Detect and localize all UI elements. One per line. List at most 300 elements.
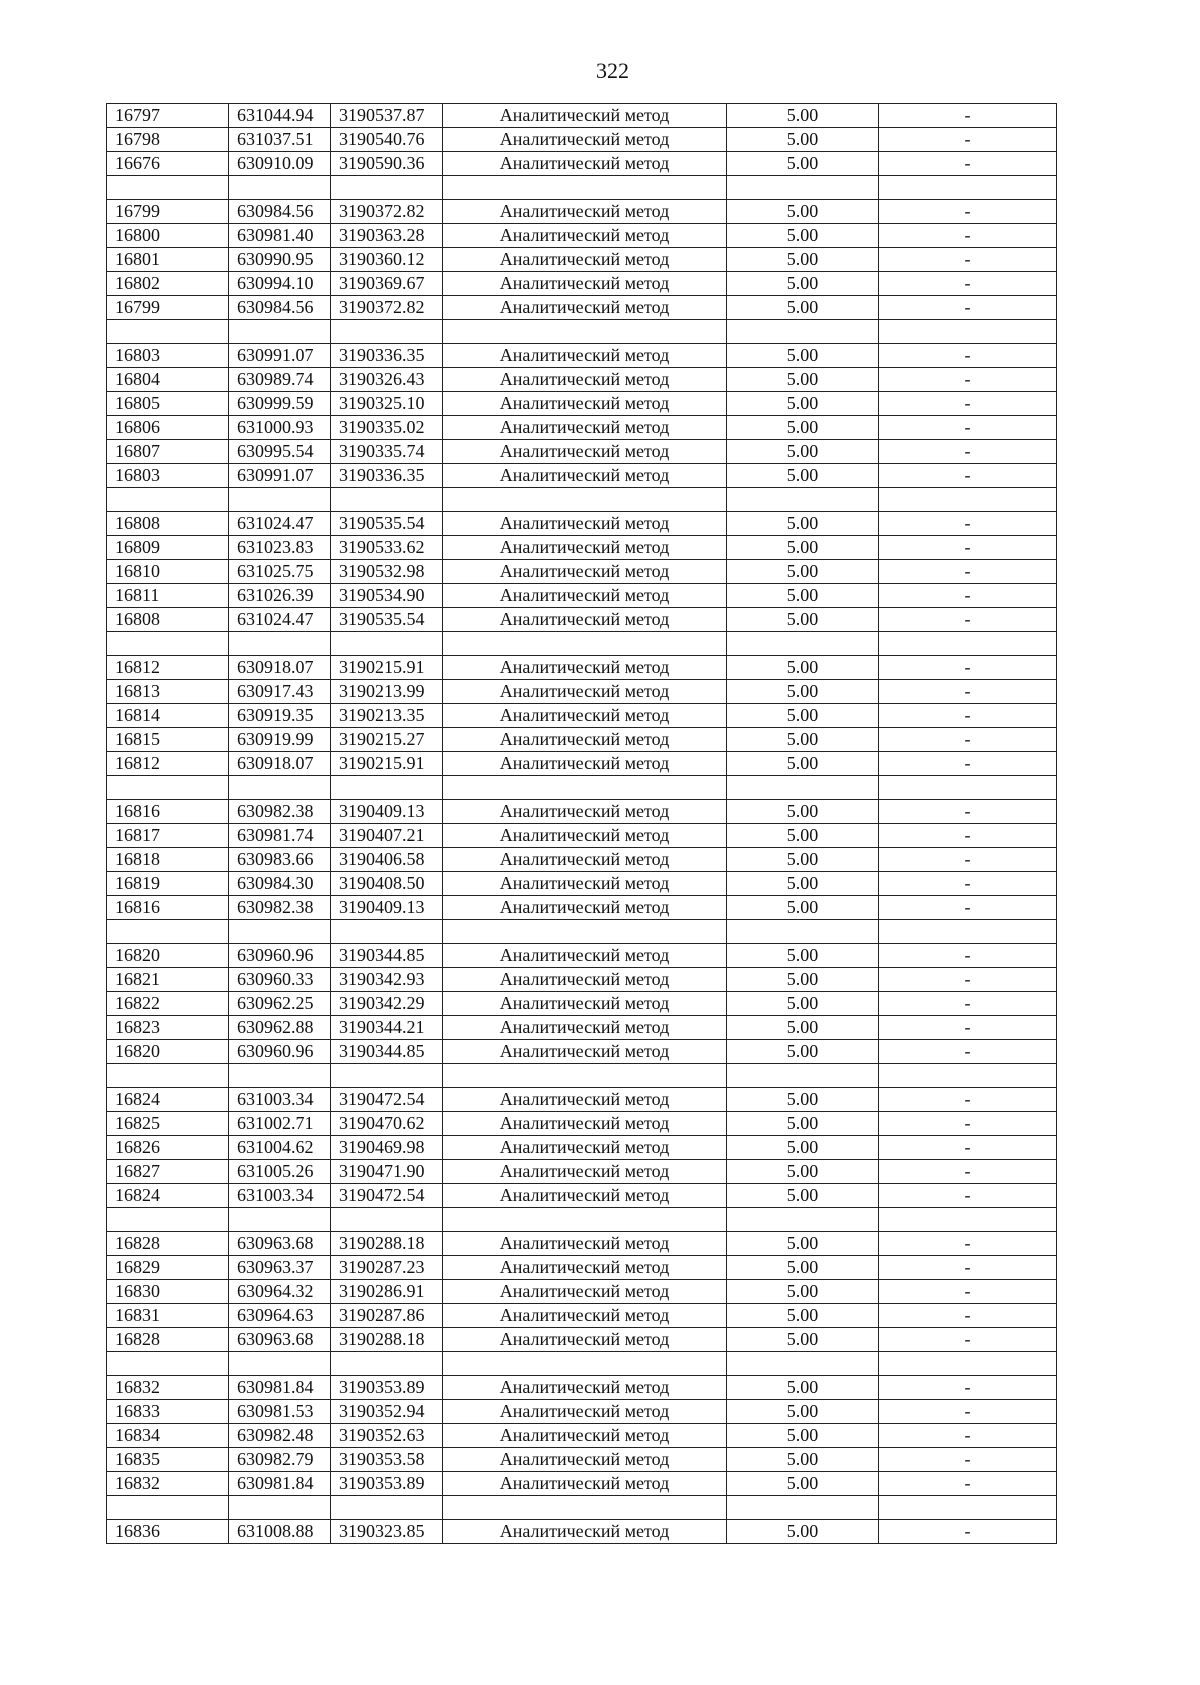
method-cell: Аналитический метод bbox=[443, 368, 727, 392]
empty-cell bbox=[331, 1208, 443, 1232]
x-coordinate-cell: 630910.09 bbox=[229, 152, 331, 176]
point-number-cell: 16806 bbox=[107, 416, 229, 440]
empty-cell bbox=[107, 1496, 229, 1520]
table-row bbox=[107, 752, 1057, 776]
method-cell: Аналитический метод bbox=[443, 824, 727, 848]
x-coordinate-cell: 630981.40 bbox=[229, 224, 331, 248]
description-cell: - bbox=[879, 1280, 1057, 1304]
description-cell: - bbox=[879, 752, 1057, 776]
y-coordinate-cell: 3190342.93 bbox=[331, 968, 443, 992]
description-cell: - bbox=[879, 992, 1057, 1016]
table-row bbox=[107, 680, 1057, 704]
empty-cell bbox=[727, 176, 879, 200]
y-coordinate-cell: 3190406.58 bbox=[331, 848, 443, 872]
accuracy-cell: 5.00 bbox=[727, 392, 879, 416]
accuracy-cell: 5.00 bbox=[727, 248, 879, 272]
separator-row bbox=[107, 1208, 1057, 1232]
y-coordinate-cell: 3190336.35 bbox=[331, 344, 443, 368]
description-cell: - bbox=[879, 896, 1057, 920]
point-number-cell: 16832 bbox=[107, 1472, 229, 1496]
description-cell: - bbox=[879, 728, 1057, 752]
table-row bbox=[107, 1016, 1057, 1040]
table-row bbox=[107, 584, 1057, 608]
empty-cell bbox=[229, 1208, 331, 1232]
point-number-cell: 16826 bbox=[107, 1136, 229, 1160]
table-row bbox=[107, 656, 1057, 680]
table-row bbox=[107, 824, 1057, 848]
y-coordinate-cell: 3190532.98 bbox=[331, 560, 443, 584]
point-number-cell: 16811 bbox=[107, 584, 229, 608]
y-coordinate-cell: 3190344.21 bbox=[331, 1016, 443, 1040]
y-coordinate-cell: 3190407.21 bbox=[331, 824, 443, 848]
point-number-cell: 16821 bbox=[107, 968, 229, 992]
y-coordinate-cell: 3190534.90 bbox=[331, 584, 443, 608]
accuracy-cell: 5.00 bbox=[727, 992, 879, 1016]
point-number-cell: 16824 bbox=[107, 1184, 229, 1208]
empty-cell bbox=[331, 1064, 443, 1088]
point-number-cell: 16824 bbox=[107, 1088, 229, 1112]
x-coordinate-cell: 630999.59 bbox=[229, 392, 331, 416]
y-coordinate-cell: 3190409.13 bbox=[331, 800, 443, 824]
table-row bbox=[107, 1184, 1057, 1208]
table-row bbox=[107, 992, 1057, 1016]
empty-cell bbox=[727, 632, 879, 656]
empty-cell bbox=[229, 320, 331, 344]
x-coordinate-cell: 630984.56 bbox=[229, 296, 331, 320]
x-coordinate-cell: 630984.56 bbox=[229, 200, 331, 224]
point-number-cell: 16804 bbox=[107, 368, 229, 392]
point-number-cell: 16803 bbox=[107, 344, 229, 368]
x-coordinate-cell: 630982.38 bbox=[229, 800, 331, 824]
accuracy-cell: 5.00 bbox=[727, 464, 879, 488]
accuracy-cell: 5.00 bbox=[727, 1472, 879, 1496]
accuracy-cell: 5.00 bbox=[727, 1400, 879, 1424]
description-cell: - bbox=[879, 1256, 1057, 1280]
x-coordinate-cell: 630981.53 bbox=[229, 1400, 331, 1424]
accuracy-cell: 5.00 bbox=[727, 584, 879, 608]
y-coordinate-cell: 3190363.28 bbox=[331, 224, 443, 248]
x-coordinate-cell: 631005.26 bbox=[229, 1160, 331, 1184]
empty-cell bbox=[727, 1352, 879, 1376]
y-coordinate-cell: 3190372.82 bbox=[331, 200, 443, 224]
empty-cell bbox=[443, 176, 727, 200]
x-coordinate-cell: 630982.79 bbox=[229, 1448, 331, 1472]
method-cell: Аналитический метод bbox=[443, 560, 727, 584]
y-coordinate-cell: 3190342.29 bbox=[331, 992, 443, 1016]
description-cell: - bbox=[879, 680, 1057, 704]
table-row bbox=[107, 1424, 1057, 1448]
method-cell: Аналитический метод bbox=[443, 1400, 727, 1424]
empty-cell bbox=[879, 488, 1057, 512]
method-cell: Аналитический метод bbox=[443, 1040, 727, 1064]
empty-cell bbox=[107, 920, 229, 944]
empty-cell bbox=[229, 176, 331, 200]
method-cell: Аналитический метод bbox=[443, 128, 727, 152]
method-cell: Аналитический метод bbox=[443, 1184, 727, 1208]
point-number-cell: 16802 bbox=[107, 272, 229, 296]
accuracy-cell: 5.00 bbox=[727, 128, 879, 152]
page-number: 322 bbox=[596, 58, 629, 83]
table-row bbox=[107, 848, 1057, 872]
accuracy-cell: 5.00 bbox=[727, 200, 879, 224]
accuracy-cell: 5.00 bbox=[727, 1520, 879, 1544]
y-coordinate-cell: 3190353.89 bbox=[331, 1472, 443, 1496]
method-cell: Аналитический метод bbox=[443, 1112, 727, 1136]
y-coordinate-cell: 3190352.94 bbox=[331, 1400, 443, 1424]
y-coordinate-cell: 3190323.85 bbox=[331, 1520, 443, 1544]
method-cell: Аналитический метод bbox=[443, 1448, 727, 1472]
empty-cell bbox=[443, 1208, 727, 1232]
x-coordinate-cell: 630963.37 bbox=[229, 1256, 331, 1280]
accuracy-cell: 5.00 bbox=[727, 536, 879, 560]
point-number-cell: 16810 bbox=[107, 560, 229, 584]
description-cell: - bbox=[879, 128, 1057, 152]
y-coordinate-cell: 3190287.86 bbox=[331, 1304, 443, 1328]
accuracy-cell: 5.00 bbox=[727, 848, 879, 872]
x-coordinate-cell: 630981.84 bbox=[229, 1472, 331, 1496]
y-coordinate-cell: 3190590.36 bbox=[331, 152, 443, 176]
empty-cell bbox=[727, 1208, 879, 1232]
method-cell: Аналитический метод bbox=[443, 392, 727, 416]
x-coordinate-cell: 630983.66 bbox=[229, 848, 331, 872]
description-cell: - bbox=[879, 248, 1057, 272]
accuracy-cell: 5.00 bbox=[727, 1256, 879, 1280]
accuracy-cell: 5.00 bbox=[727, 1232, 879, 1256]
y-coordinate-cell: 3190215.91 bbox=[331, 752, 443, 776]
method-cell: Аналитический метод bbox=[443, 584, 727, 608]
description-cell: - bbox=[879, 1328, 1057, 1352]
method-cell: Аналитический метод bbox=[443, 896, 727, 920]
point-number-cell: 16799 bbox=[107, 296, 229, 320]
point-number-cell: 16834 bbox=[107, 1424, 229, 1448]
empty-cell bbox=[727, 320, 879, 344]
y-coordinate-cell: 3190472.54 bbox=[331, 1088, 443, 1112]
x-coordinate-cell: 630994.10 bbox=[229, 272, 331, 296]
point-number-cell: 16805 bbox=[107, 392, 229, 416]
table-row bbox=[107, 872, 1057, 896]
table-row bbox=[107, 104, 1057, 128]
table-row bbox=[107, 1520, 1057, 1544]
y-coordinate-cell: 3190353.89 bbox=[331, 1376, 443, 1400]
method-cell: Аналитический метод bbox=[443, 344, 727, 368]
method-cell: Аналитический метод bbox=[443, 1328, 727, 1352]
method-cell: Аналитический метод bbox=[443, 968, 727, 992]
method-cell: Аналитический метод bbox=[443, 680, 727, 704]
y-coordinate-cell: 3190213.99 bbox=[331, 680, 443, 704]
accuracy-cell: 5.00 bbox=[727, 1184, 879, 1208]
table-row bbox=[107, 536, 1057, 560]
accuracy-cell: 5.00 bbox=[727, 1112, 879, 1136]
x-coordinate-cell: 630960.96 bbox=[229, 944, 331, 968]
accuracy-cell: 5.00 bbox=[727, 1136, 879, 1160]
table-row bbox=[107, 1280, 1057, 1304]
method-cell: Аналитический метод bbox=[443, 1256, 727, 1280]
empty-cell bbox=[229, 1496, 331, 1520]
accuracy-cell: 5.00 bbox=[727, 608, 879, 632]
separator-row bbox=[107, 176, 1057, 200]
description-cell: - bbox=[879, 536, 1057, 560]
table-row bbox=[107, 800, 1057, 824]
empty-cell bbox=[727, 1064, 879, 1088]
empty-cell bbox=[443, 1496, 727, 1520]
accuracy-cell: 5.00 bbox=[727, 368, 879, 392]
x-coordinate-cell: 630962.88 bbox=[229, 1016, 331, 1040]
accuracy-cell: 5.00 bbox=[727, 272, 879, 296]
point-number-cell: 16825 bbox=[107, 1112, 229, 1136]
y-coordinate-cell: 3190469.98 bbox=[331, 1136, 443, 1160]
x-coordinate-cell: 631025.75 bbox=[229, 560, 331, 584]
table-row bbox=[107, 272, 1057, 296]
point-number-cell: 16828 bbox=[107, 1328, 229, 1352]
empty-cell bbox=[879, 632, 1057, 656]
accuracy-cell: 5.00 bbox=[727, 728, 879, 752]
accuracy-cell: 5.00 bbox=[727, 512, 879, 536]
x-coordinate-cell: 631037.51 bbox=[229, 128, 331, 152]
point-number-cell: 16816 bbox=[107, 800, 229, 824]
x-coordinate-cell: 630982.38 bbox=[229, 896, 331, 920]
empty-cell bbox=[331, 320, 443, 344]
accuracy-cell: 5.00 bbox=[727, 1424, 879, 1448]
table-row bbox=[107, 1040, 1057, 1064]
point-number-cell: 16814 bbox=[107, 704, 229, 728]
separator-row bbox=[107, 1064, 1057, 1088]
method-cell: Аналитический метод bbox=[443, 1160, 727, 1184]
table-row bbox=[107, 704, 1057, 728]
accuracy-cell: 5.00 bbox=[727, 1280, 879, 1304]
y-coordinate-cell: 3190336.35 bbox=[331, 464, 443, 488]
coordinates-table bbox=[106, 103, 1057, 1544]
method-cell: Аналитический метод bbox=[443, 224, 727, 248]
x-coordinate-cell: 631024.47 bbox=[229, 512, 331, 536]
empty-cell bbox=[331, 1352, 443, 1376]
empty-cell bbox=[879, 1352, 1057, 1376]
y-coordinate-cell: 3190287.23 bbox=[331, 1256, 443, 1280]
table-row bbox=[107, 560, 1057, 584]
table-row bbox=[107, 1304, 1057, 1328]
accuracy-cell: 5.00 bbox=[727, 1160, 879, 1184]
description-cell: - bbox=[879, 1424, 1057, 1448]
y-coordinate-cell: 3190409.13 bbox=[331, 896, 443, 920]
description-cell: - bbox=[879, 1112, 1057, 1136]
description-cell: - bbox=[879, 440, 1057, 464]
description-cell: - bbox=[879, 1304, 1057, 1328]
point-number-cell: 16819 bbox=[107, 872, 229, 896]
y-coordinate-cell: 3190408.50 bbox=[331, 872, 443, 896]
table-row bbox=[107, 440, 1057, 464]
method-cell: Аналитический метод bbox=[443, 728, 727, 752]
empty-cell bbox=[727, 920, 879, 944]
table-row bbox=[107, 296, 1057, 320]
description-cell: - bbox=[879, 200, 1057, 224]
point-number-cell: 16808 bbox=[107, 512, 229, 536]
x-coordinate-cell: 630995.54 bbox=[229, 440, 331, 464]
method-cell: Аналитический метод bbox=[443, 104, 727, 128]
method-cell: Аналитический метод bbox=[443, 248, 727, 272]
empty-cell bbox=[331, 632, 443, 656]
x-coordinate-cell: 630964.63 bbox=[229, 1304, 331, 1328]
method-cell: Аналитический метод bbox=[443, 848, 727, 872]
accuracy-cell: 5.00 bbox=[727, 968, 879, 992]
description-cell: - bbox=[879, 1520, 1057, 1544]
method-cell: Аналитический метод bbox=[443, 1304, 727, 1328]
table-row bbox=[107, 416, 1057, 440]
y-coordinate-cell: 3190326.43 bbox=[331, 368, 443, 392]
table-row bbox=[107, 200, 1057, 224]
point-number-cell: 16827 bbox=[107, 1160, 229, 1184]
method-cell: Аналитический метод bbox=[443, 416, 727, 440]
x-coordinate-cell: 630960.96 bbox=[229, 1040, 331, 1064]
description-cell: - bbox=[879, 1016, 1057, 1040]
x-coordinate-cell: 631004.62 bbox=[229, 1136, 331, 1160]
empty-cell bbox=[229, 488, 331, 512]
x-coordinate-cell: 631008.88 bbox=[229, 1520, 331, 1544]
description-cell: - bbox=[879, 1232, 1057, 1256]
accuracy-cell: 5.00 bbox=[727, 416, 879, 440]
table-row bbox=[107, 1376, 1057, 1400]
y-coordinate-cell: 3190215.91 bbox=[331, 656, 443, 680]
method-cell: Аналитический метод bbox=[443, 872, 727, 896]
empty-cell bbox=[107, 632, 229, 656]
method-cell: Аналитический метод bbox=[443, 512, 727, 536]
empty-cell bbox=[727, 488, 879, 512]
empty-cell bbox=[331, 1496, 443, 1520]
empty-cell bbox=[443, 776, 727, 800]
accuracy-cell: 5.00 bbox=[727, 104, 879, 128]
empty-cell bbox=[107, 1208, 229, 1232]
description-cell: - bbox=[879, 1376, 1057, 1400]
description-cell: - bbox=[879, 224, 1057, 248]
table-row bbox=[107, 224, 1057, 248]
table-row bbox=[107, 608, 1057, 632]
table-row bbox=[107, 1232, 1057, 1256]
empty-cell bbox=[443, 488, 727, 512]
point-number-cell: 16820 bbox=[107, 1040, 229, 1064]
empty-cell bbox=[331, 488, 443, 512]
table-row bbox=[107, 1400, 1057, 1424]
table-row bbox=[107, 344, 1057, 368]
table-row bbox=[107, 152, 1057, 176]
point-number-cell: 16831 bbox=[107, 1304, 229, 1328]
accuracy-cell: 5.00 bbox=[727, 1304, 879, 1328]
point-number-cell: 16798 bbox=[107, 128, 229, 152]
accuracy-cell: 5.00 bbox=[727, 440, 879, 464]
table-row bbox=[107, 728, 1057, 752]
separator-row bbox=[107, 488, 1057, 512]
x-coordinate-cell: 630981.74 bbox=[229, 824, 331, 848]
method-cell: Аналитический метод bbox=[443, 1088, 727, 1112]
empty-cell bbox=[879, 776, 1057, 800]
table-row bbox=[107, 1136, 1057, 1160]
point-number-cell: 16822 bbox=[107, 992, 229, 1016]
x-coordinate-cell: 630982.48 bbox=[229, 1424, 331, 1448]
method-cell: Аналитический метод bbox=[443, 1520, 727, 1544]
y-coordinate-cell: 3190470.62 bbox=[331, 1112, 443, 1136]
point-number-cell: 16812 bbox=[107, 656, 229, 680]
x-coordinate-cell: 630964.32 bbox=[229, 1280, 331, 1304]
separator-row bbox=[107, 1496, 1057, 1520]
description-cell: - bbox=[879, 464, 1057, 488]
method-cell: Аналитический метод bbox=[443, 272, 727, 296]
description-cell: - bbox=[879, 560, 1057, 584]
description-cell: - bbox=[879, 584, 1057, 608]
description-cell: - bbox=[879, 704, 1057, 728]
table-row bbox=[107, 368, 1057, 392]
accuracy-cell: 5.00 bbox=[727, 344, 879, 368]
empty-cell bbox=[229, 1064, 331, 1088]
description-cell: - bbox=[879, 872, 1057, 896]
description-cell: - bbox=[879, 392, 1057, 416]
x-coordinate-cell: 630991.07 bbox=[229, 344, 331, 368]
y-coordinate-cell: 3190360.12 bbox=[331, 248, 443, 272]
accuracy-cell: 5.00 bbox=[727, 1016, 879, 1040]
accuracy-cell: 5.00 bbox=[727, 1376, 879, 1400]
x-coordinate-cell: 630981.84 bbox=[229, 1376, 331, 1400]
empty-cell bbox=[107, 488, 229, 512]
description-cell: - bbox=[879, 416, 1057, 440]
x-coordinate-cell: 630989.74 bbox=[229, 368, 331, 392]
description-cell: - bbox=[879, 968, 1057, 992]
empty-cell bbox=[879, 176, 1057, 200]
point-number-cell: 16820 bbox=[107, 944, 229, 968]
table-row bbox=[107, 1448, 1057, 1472]
empty-cell bbox=[107, 176, 229, 200]
method-cell: Аналитический метод bbox=[443, 200, 727, 224]
point-number-cell: 16812 bbox=[107, 752, 229, 776]
description-cell: - bbox=[879, 1160, 1057, 1184]
x-coordinate-cell: 630919.99 bbox=[229, 728, 331, 752]
method-cell: Аналитический метод bbox=[443, 464, 727, 488]
y-coordinate-cell: 3190213.35 bbox=[331, 704, 443, 728]
empty-cell bbox=[331, 176, 443, 200]
y-coordinate-cell: 3190288.18 bbox=[331, 1232, 443, 1256]
table-row bbox=[107, 464, 1057, 488]
y-coordinate-cell: 3190537.87 bbox=[331, 104, 443, 128]
x-coordinate-cell: 631000.93 bbox=[229, 416, 331, 440]
point-number-cell: 16813 bbox=[107, 680, 229, 704]
empty-cell bbox=[229, 776, 331, 800]
point-number-cell: 16835 bbox=[107, 1448, 229, 1472]
description-cell: - bbox=[879, 344, 1057, 368]
table-row bbox=[107, 944, 1057, 968]
empty-cell bbox=[879, 1496, 1057, 1520]
description-cell: - bbox=[879, 1040, 1057, 1064]
point-number-cell: 16816 bbox=[107, 896, 229, 920]
point-number-cell: 16801 bbox=[107, 248, 229, 272]
y-coordinate-cell: 3190535.54 bbox=[331, 512, 443, 536]
x-coordinate-cell: 630919.35 bbox=[229, 704, 331, 728]
empty-cell bbox=[229, 920, 331, 944]
point-number-cell: 16800 bbox=[107, 224, 229, 248]
accuracy-cell: 5.00 bbox=[727, 944, 879, 968]
description-cell: - bbox=[879, 800, 1057, 824]
point-number-cell: 16832 bbox=[107, 1376, 229, 1400]
point-number-cell: 16836 bbox=[107, 1520, 229, 1544]
point-number-cell: 16818 bbox=[107, 848, 229, 872]
description-cell: - bbox=[879, 1472, 1057, 1496]
description-cell: - bbox=[879, 656, 1057, 680]
method-cell: Аналитический метод bbox=[443, 1280, 727, 1304]
description-cell: - bbox=[879, 272, 1057, 296]
empty-cell bbox=[879, 1064, 1057, 1088]
empty-cell bbox=[229, 1352, 331, 1376]
point-number-cell: 16829 bbox=[107, 1256, 229, 1280]
y-coordinate-cell: 3190472.54 bbox=[331, 1184, 443, 1208]
table-row bbox=[107, 1112, 1057, 1136]
accuracy-cell: 5.00 bbox=[727, 560, 879, 584]
point-number-cell: 16828 bbox=[107, 1232, 229, 1256]
empty-cell bbox=[443, 632, 727, 656]
point-number-cell: 16808 bbox=[107, 608, 229, 632]
